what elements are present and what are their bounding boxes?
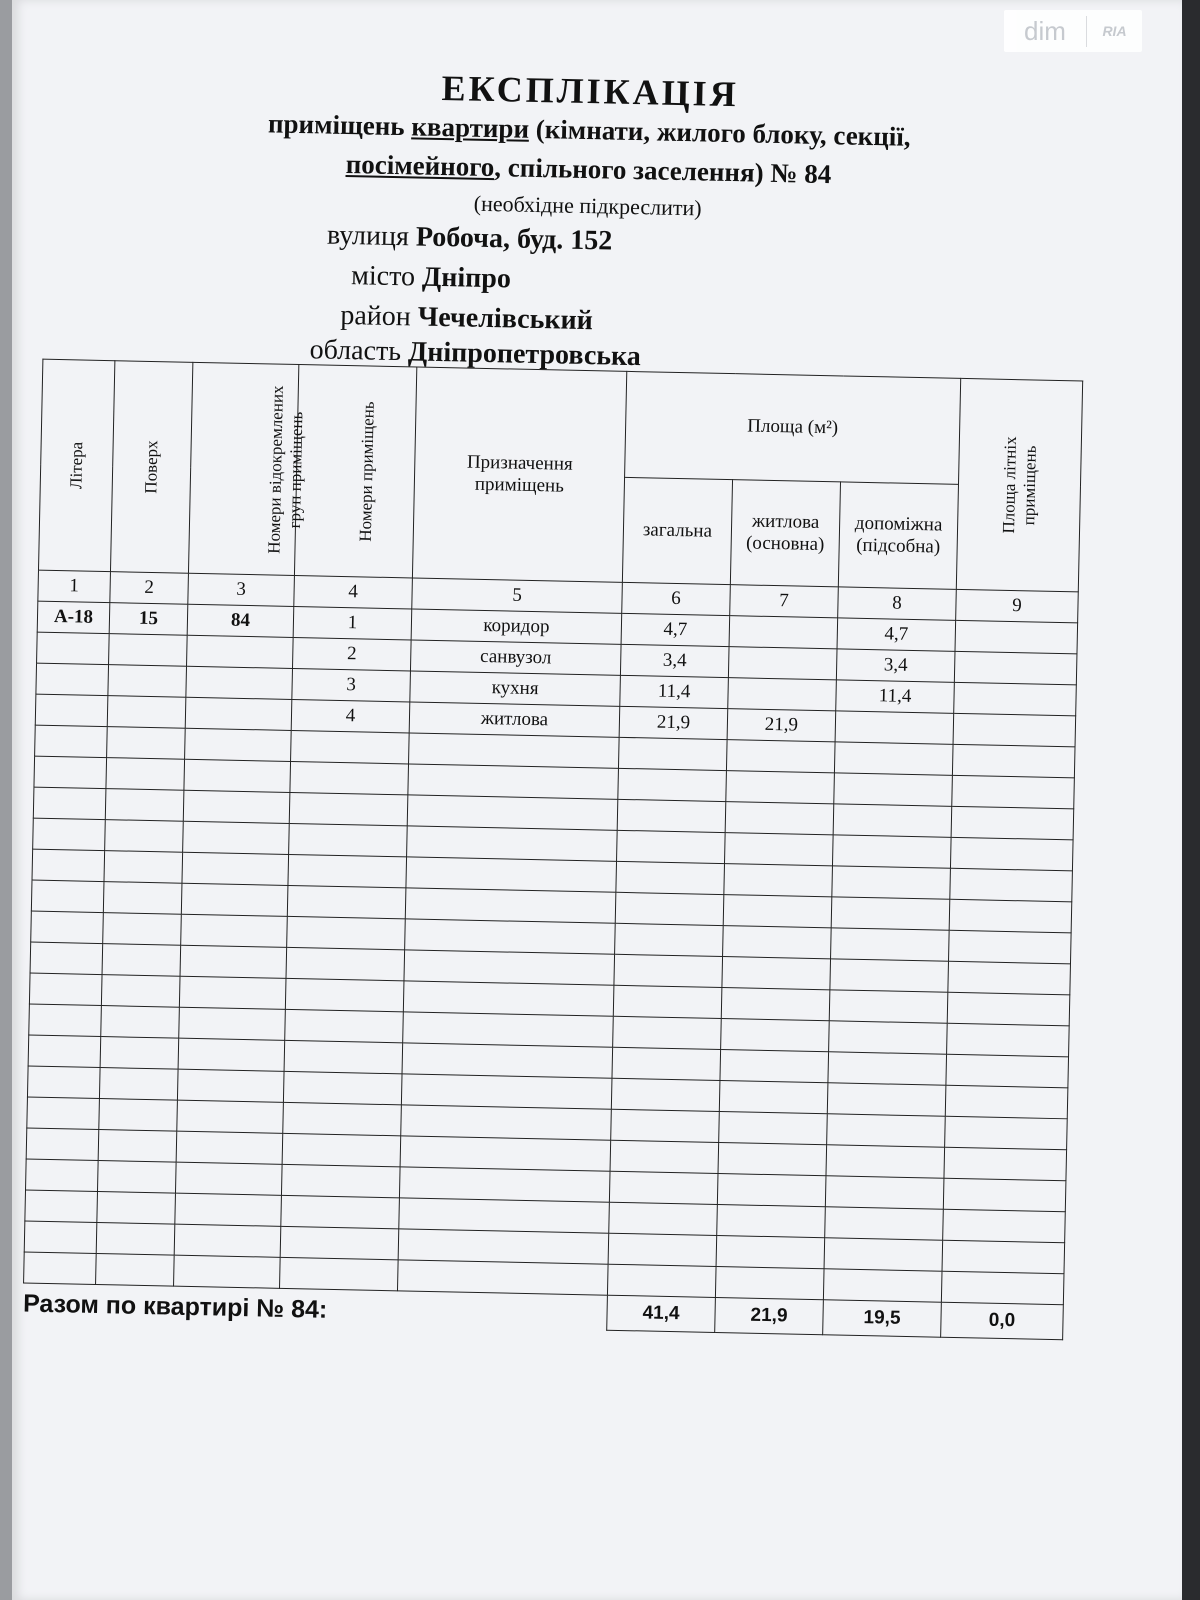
empty-cell — [609, 1202, 718, 1235]
empty-cell — [402, 1043, 613, 1078]
empty-cell — [397, 1260, 608, 1295]
col-number: 8 — [838, 587, 957, 620]
cell-floor: 15 — [109, 603, 188, 636]
empty-cell — [947, 992, 1070, 1026]
empty-cell — [181, 914, 288, 947]
empty-cell — [950, 837, 1073, 871]
empty-cell — [946, 1054, 1069, 1088]
empty-cell — [26, 1128, 99, 1161]
header-total: загальна — [622, 477, 732, 585]
empty-cell — [399, 1198, 610, 1233]
district-label: район — [340, 299, 412, 333]
empty-cell — [283, 1071, 402, 1104]
col-number: 7 — [730, 585, 839, 618]
header-rooms: Номери приміщень — [294, 365, 416, 578]
empty-cell — [103, 913, 182, 946]
header-groups: Номери відокремлених груп приміщень — [188, 362, 298, 575]
cell-total: 11,4 — [620, 675, 729, 708]
cell-total: 21,9 — [619, 706, 728, 739]
empty-cell — [400, 1136, 611, 1171]
subtitle-line2-suffix: , спільного заселення) № 84 — [494, 152, 832, 190]
empty-cell — [715, 1266, 824, 1299]
empty-cell — [101, 1006, 180, 1039]
empty-cell — [180, 945, 287, 978]
empty-cell — [948, 961, 1071, 995]
empty-cell — [289, 792, 408, 825]
cell-total: 4,7 — [621, 613, 730, 646]
header-area: Площа (м²) — [625, 371, 961, 483]
empty-cell — [942, 1240, 1065, 1274]
total-area: 41,4 — [607, 1295, 716, 1332]
cell-living — [729, 616, 838, 649]
empty-cell — [403, 1012, 614, 1047]
subtitle-underlined-apartment: квартири — [411, 111, 530, 144]
empty-cell — [27, 1066, 100, 1099]
total-living: 21,9 — [715, 1297, 824, 1334]
header-letter: Літера — [38, 359, 114, 571]
empty-cell — [98, 1130, 177, 1163]
empty-cell — [106, 758, 185, 791]
empty-cell — [405, 888, 616, 923]
empty-cell — [404, 950, 615, 985]
empty-cell — [717, 1204, 826, 1237]
empty-cell — [401, 1074, 612, 1109]
empty-cell — [618, 768, 727, 801]
empty-cell — [26, 1159, 99, 1192]
empty-cell — [611, 1078, 720, 1111]
col-number: 5 — [412, 578, 623, 613]
empty-cell — [398, 1229, 609, 1264]
cell-purpose: санвузол — [410, 640, 621, 675]
empty-rows — [24, 725, 1075, 1305]
empty-cell — [175, 1162, 282, 1195]
header-row-1 — [41, 359, 1083, 486]
empty-cell — [943, 1178, 1066, 1212]
cell-aux: 3,4 — [836, 649, 955, 682]
street-label: вулиця — [326, 219, 410, 253]
cell-summer — [955, 620, 1078, 654]
cell-aux — [835, 711, 954, 744]
empty-cell — [281, 1164, 400, 1197]
empty-cell — [947, 1023, 1070, 1057]
explication-table — [22, 359, 1083, 1341]
empty-cell — [105, 789, 184, 822]
cell-letter: А-18 — [37, 601, 110, 634]
document-page — [12, 0, 1182, 1600]
empty-cell — [99, 1068, 178, 1101]
header-summer: Площа літніх приміщень — [956, 378, 1082, 592]
empty-cell — [103, 882, 182, 915]
empty-cell — [174, 1255, 281, 1288]
empty-cell — [724, 833, 833, 866]
empty-cell — [949, 899, 1072, 933]
empty-cell — [615, 923, 724, 956]
empty-cell — [185, 728, 292, 761]
document-content — [2, 48, 1151, 1471]
empty-cell — [825, 1207, 944, 1240]
empty-cell — [952, 775, 1075, 809]
col-number: 4 — [294, 575, 413, 608]
empty-cell — [720, 1050, 829, 1083]
city-label: місто — [350, 260, 416, 293]
empty-cell — [182, 852, 289, 885]
empty-cell — [399, 1167, 610, 1202]
empty-cell — [618, 737, 727, 770]
empty-cell — [829, 1021, 948, 1054]
empty-cell — [716, 1235, 825, 1268]
document-title: ЕКСПЛІКАЦІЯ — [441, 67, 740, 115]
empty-cell — [33, 818, 106, 851]
empty-cell — [102, 944, 181, 977]
empty-cell — [943, 1209, 1066, 1243]
empty-cell — [613, 1016, 722, 1049]
street-line — [327, 220, 613, 258]
empty-cell — [285, 978, 404, 1011]
empty-cell — [177, 1100, 284, 1133]
empty-cell — [28, 1035, 101, 1068]
empty-cell — [178, 1038, 285, 1071]
empty-cell — [721, 988, 830, 1021]
empty-cell — [823, 1269, 942, 1302]
empty-cell — [100, 1037, 179, 1070]
watermark-ria: RIA — [1102, 23, 1127, 39]
total-aux: 19,5 — [823, 1300, 942, 1337]
empty-cell — [726, 740, 835, 773]
empty-cell — [176, 1131, 283, 1164]
empty-cell — [834, 742, 953, 775]
empty-cell — [284, 1040, 403, 1073]
empty-cell — [614, 954, 723, 987]
empty-cell — [827, 1083, 946, 1116]
cell-group: 84 — [187, 604, 294, 637]
empty-cell — [183, 821, 290, 854]
empty-cell — [35, 725, 108, 758]
empty-cell — [177, 1069, 284, 1102]
header-aux: допоміжна (підсобна) — [838, 481, 958, 589]
empty-cell — [612, 1047, 721, 1080]
empty-cell — [31, 880, 104, 913]
empty-cell — [610, 1140, 719, 1173]
empty-cell — [289, 823, 408, 856]
empty-cell — [174, 1224, 281, 1257]
empty-cell — [945, 1085, 1068, 1119]
city-line — [351, 260, 511, 295]
empty-cell — [282, 1133, 401, 1166]
empty-cell — [827, 1114, 946, 1147]
empty-cell — [830, 959, 949, 992]
cell-room-num: 4 — [291, 699, 410, 732]
empty-cell — [951, 806, 1074, 840]
empty-cell — [179, 976, 286, 1009]
total-summer: 0,0 — [941, 1302, 1064, 1340]
cell-purpose: коридор — [411, 609, 622, 644]
empty-cell — [617, 799, 726, 832]
col-number: 1 — [38, 570, 111, 603]
empty-cell — [723, 895, 832, 928]
empty-cell — [409, 733, 620, 768]
empty-cell — [290, 761, 409, 794]
empty-cell — [945, 1116, 1068, 1150]
district-line — [340, 300, 593, 337]
empty-cell — [828, 1052, 947, 1085]
empty-cell — [97, 1161, 176, 1194]
empty-cell — [288, 854, 407, 887]
cell-aux: 11,4 — [836, 680, 955, 713]
cell-living — [728, 678, 837, 711]
empty-cell — [824, 1238, 943, 1271]
empty-cell — [831, 897, 950, 930]
empty-cell — [29, 973, 102, 1006]
empty-cell — [611, 1109, 720, 1142]
empty-cell — [725, 802, 834, 835]
cell-room-num: 3 — [292, 668, 411, 701]
empty-cell — [617, 830, 726, 863]
empty-cell — [825, 1176, 944, 1209]
empty-cell — [832, 835, 951, 868]
empty-cell — [407, 826, 618, 861]
street-value: Робоча, буд. 152 — [415, 221, 613, 257]
empty-cell — [286, 947, 405, 980]
empty-cell — [719, 1081, 828, 1114]
empty-cell — [285, 1009, 404, 1042]
empty-cell — [401, 1105, 612, 1140]
empty-cell — [181, 883, 288, 916]
empty-cell — [101, 975, 180, 1008]
empty-cell — [726, 771, 835, 804]
cell-purpose: житлова — [409, 702, 620, 737]
empty-cell — [24, 1252, 97, 1285]
empty-cell — [721, 1019, 830, 1052]
empty-cell — [944, 1147, 1067, 1181]
header-purpose: Призначення приміщень — [412, 367, 626, 582]
cell-aux: 4,7 — [837, 618, 956, 651]
empty-cell — [287, 916, 406, 949]
empty-cell — [283, 1102, 402, 1135]
watermark — [1004, 10, 1142, 52]
empty-cell — [832, 866, 951, 899]
background-edge — [1182, 0, 1200, 1600]
empty-cell — [27, 1097, 100, 1130]
empty-cell — [949, 930, 1072, 964]
empty-cell — [24, 1221, 97, 1254]
cell-purpose: кухня — [410, 671, 621, 706]
empty-cell — [25, 1190, 98, 1223]
empty-cell — [718, 1143, 827, 1176]
empty-cell — [99, 1099, 178, 1132]
cell-living — [728, 647, 837, 680]
empty-cell — [608, 1233, 717, 1266]
empty-cell — [29, 1004, 102, 1037]
empty-cell — [405, 919, 616, 954]
empty-cell — [406, 857, 617, 892]
empty-cell — [281, 1195, 400, 1228]
subtitle-underlined-family: посімейного — [345, 148, 495, 183]
empty-cell — [607, 1264, 716, 1297]
empty-cell — [941, 1271, 1064, 1305]
empty-cell — [403, 981, 614, 1016]
empty-cell — [722, 957, 831, 990]
city-value: Дніпро — [421, 261, 512, 295]
empty-cell — [616, 861, 725, 894]
empty-cell — [717, 1174, 826, 1207]
empty-cell — [407, 795, 618, 830]
empty-cell — [184, 759, 291, 792]
col-number: 9 — [956, 589, 1079, 623]
region-value: Дніпропетровська — [407, 336, 642, 373]
cell-room-num: 2 — [292, 637, 411, 670]
subtitle-prefix: приміщень — [267, 108, 412, 142]
empty-cell — [280, 1257, 399, 1290]
empty-cell — [723, 926, 832, 959]
empty-cell — [96, 1253, 175, 1286]
empty-cell — [831, 928, 950, 961]
empty-cell — [833, 804, 952, 837]
empty-cell — [105, 820, 184, 853]
empty-cell — [291, 730, 410, 763]
region-label: область — [309, 334, 402, 368]
empty-cell — [609, 1171, 718, 1204]
empty-cell — [104, 851, 183, 884]
empty-cell — [33, 787, 106, 820]
cell-room-num: 1 — [293, 606, 412, 639]
empty-cell — [724, 864, 833, 897]
cell-total: 3,4 — [620, 644, 729, 677]
empty-cell — [32, 849, 105, 882]
empty-cell — [30, 942, 103, 975]
empty-cell — [287, 885, 406, 918]
col-number: 3 — [188, 573, 295, 606]
empty-cell — [31, 911, 104, 944]
empty-cell — [34, 756, 107, 789]
empty-cell — [96, 1223, 175, 1256]
empty-cell — [280, 1226, 399, 1259]
district-value: Чечелівський — [417, 301, 594, 337]
subtitle-suffix: (кімнати, жилого блоку, секції, — [528, 113, 911, 152]
header-living: житлова (основна) — [730, 479, 840, 587]
watermark-dim: dim — [1004, 16, 1087, 47]
empty-cell — [107, 727, 186, 760]
empty-cell — [183, 790, 290, 823]
empty-cell — [834, 773, 953, 806]
col-number: 6 — [622, 582, 731, 615]
empty-cell — [826, 1145, 945, 1178]
empty-cell — [615, 892, 724, 925]
cell-living: 21,9 — [727, 709, 836, 742]
empty-cell — [179, 1007, 286, 1040]
empty-cell — [829, 990, 948, 1023]
totals-label: Разом по квартирі № 84: — [22, 1288, 328, 1324]
underline-note: (необхідне підкреслити) — [473, 190, 702, 221]
col-number: 2 — [110, 572, 189, 605]
empty-cell — [719, 1112, 828, 1145]
empty-cell — [97, 1192, 176, 1225]
empty-cell — [408, 764, 619, 799]
empty-cell — [613, 985, 722, 1018]
empty-cell — [952, 744, 1075, 778]
empty-cell — [175, 1193, 282, 1226]
empty-cell — [950, 868, 1073, 902]
header-floor: Поверх — [110, 361, 192, 574]
